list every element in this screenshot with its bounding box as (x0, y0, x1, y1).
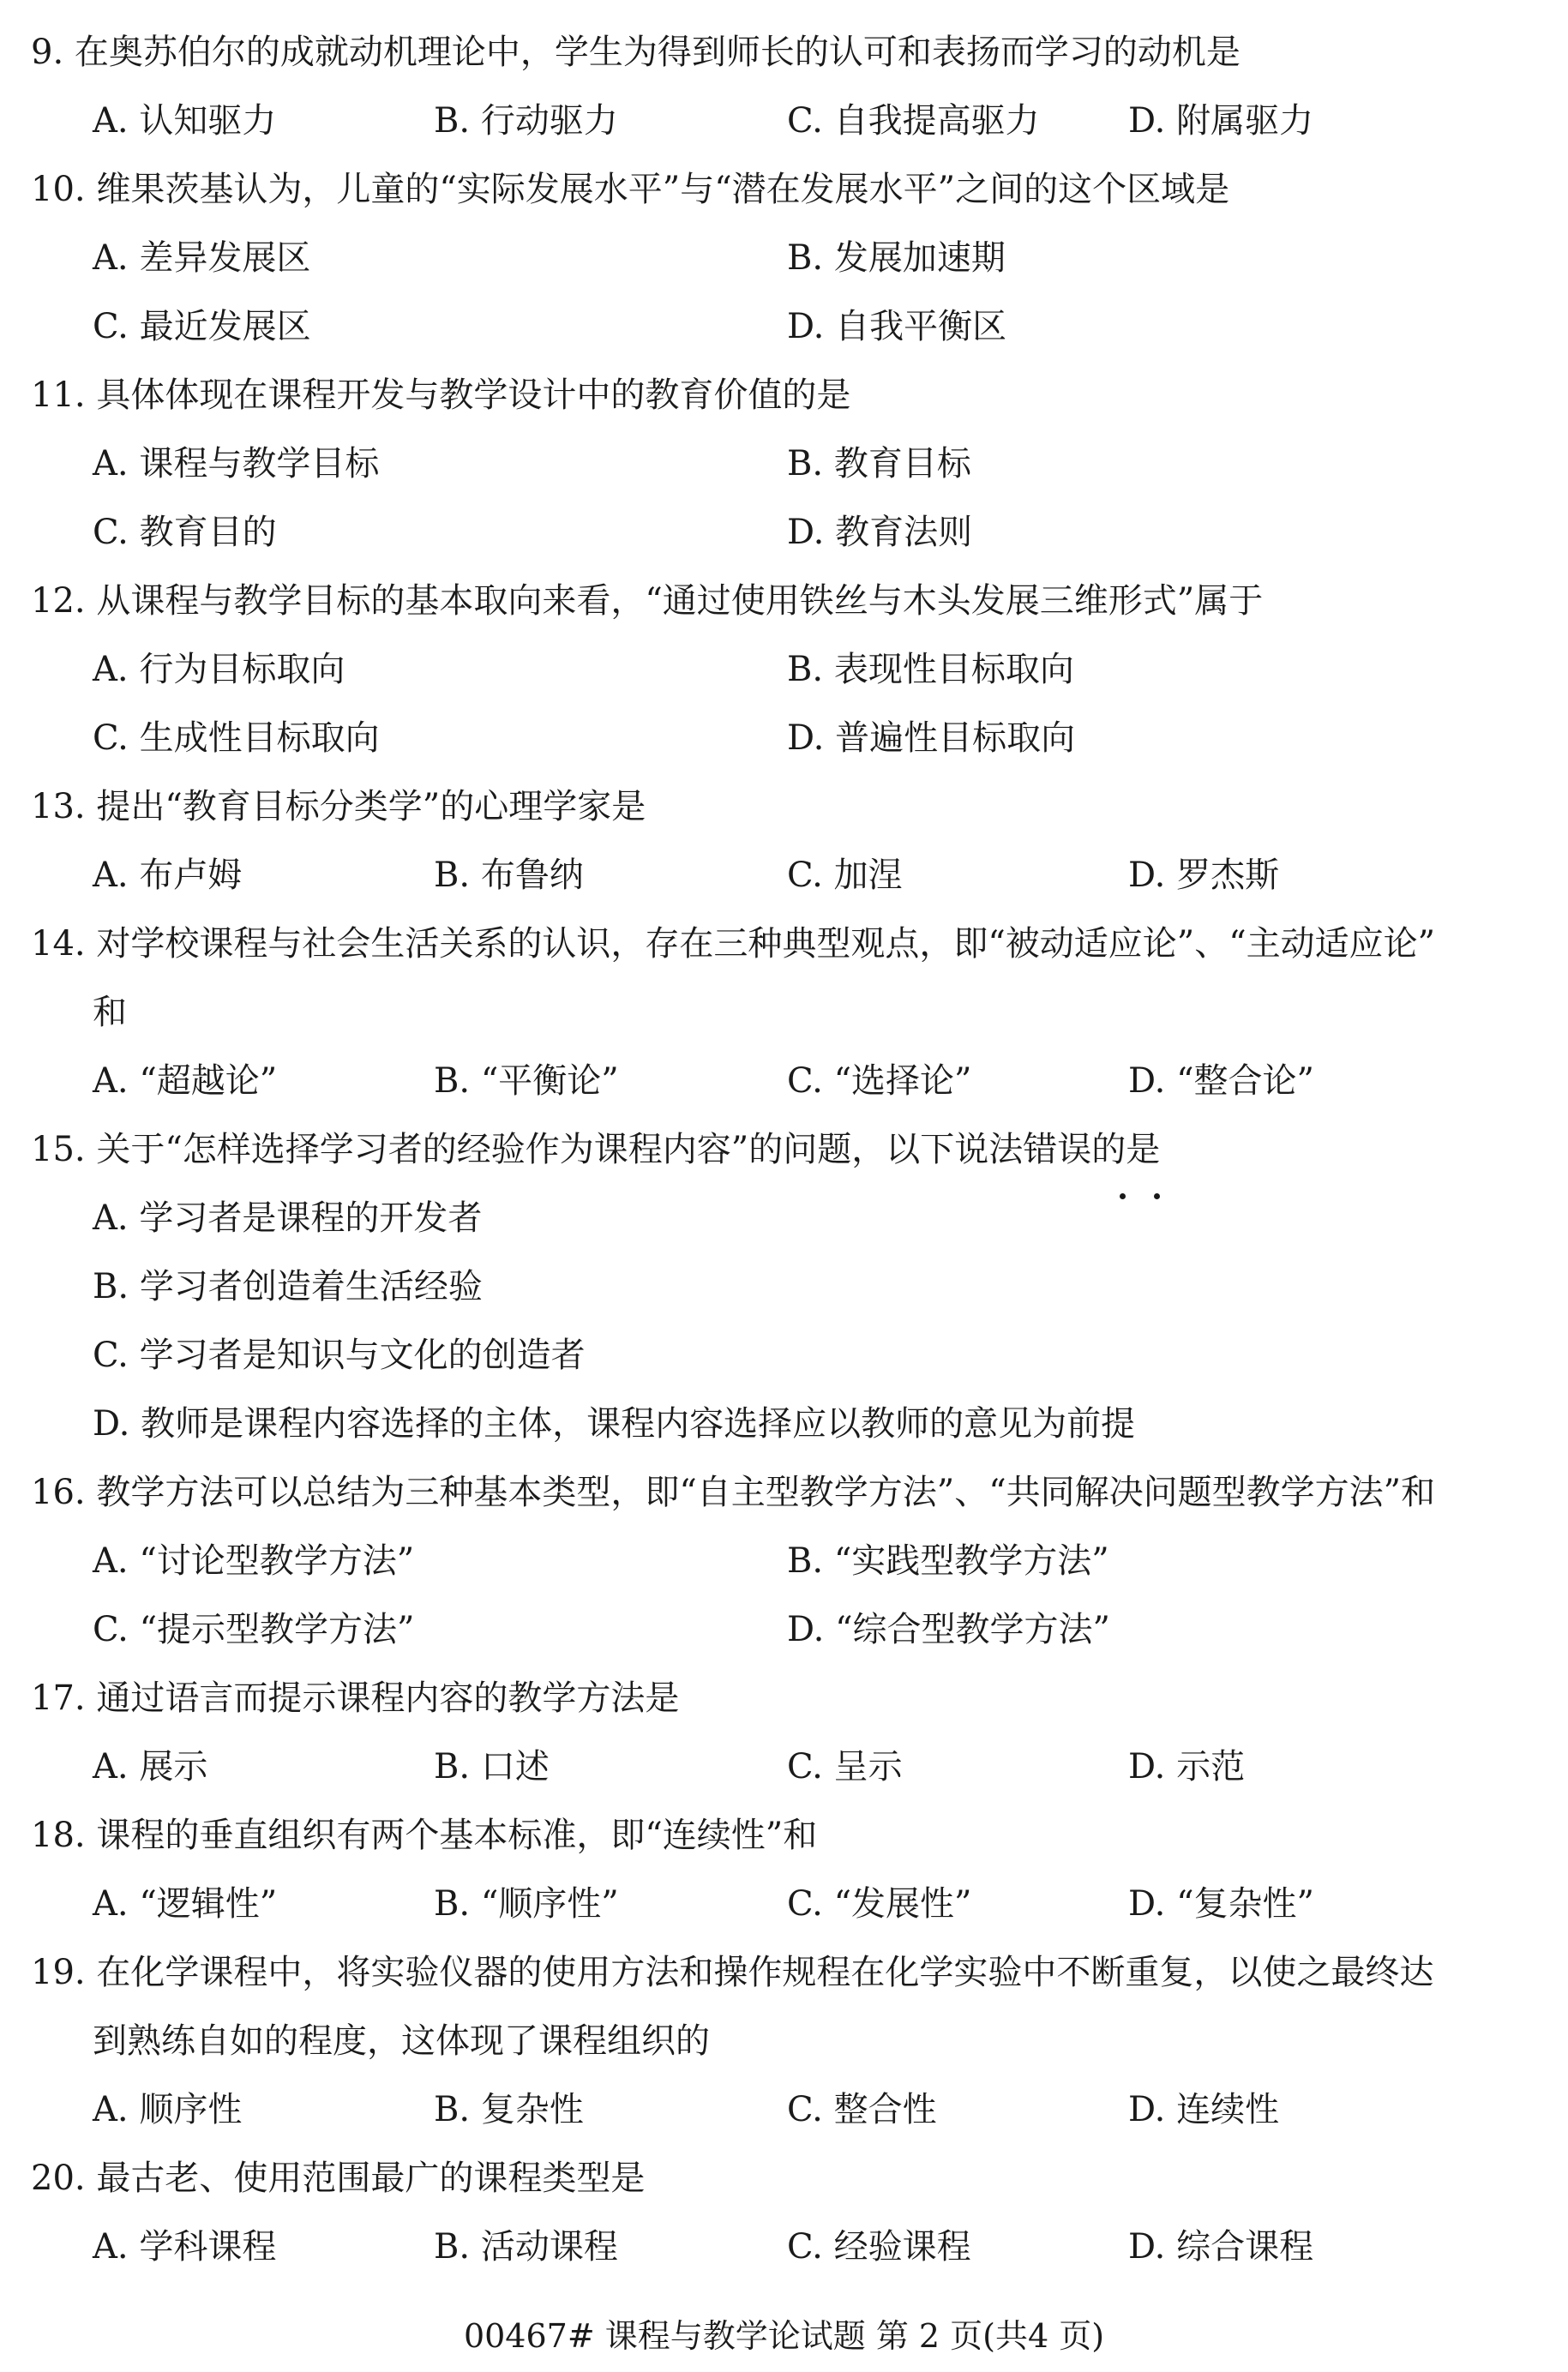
question-9-option-d: D. 附属驱力 (1128, 101, 1314, 141)
emphasis-dot (1120, 1193, 1126, 1199)
question-19-option-a: A. 顺序性 (93, 2090, 243, 2129)
question-20-option-d: D. 综合课程 (1128, 2227, 1314, 2267)
question-11-option-c: C. 教育目的 (93, 513, 277, 552)
question-12-stem: 12. 从课程与教学目标的基本取向来看，“通过使用铁丝与木头发展三维形式”属于 (31, 581, 1264, 621)
question-9-option-b: B. 行动驱力 (434, 101, 618, 141)
question-20-option-b: B. 活动课程 (434, 2227, 618, 2267)
question-14-stem-continued: 和 (93, 993, 127, 1032)
question-11-option-b: B. 教育目标 (787, 444, 971, 483)
question-9-option-a: A. 认知驱力 (93, 101, 277, 141)
question-20-option-c: C. 经验课程 (787, 2227, 971, 2267)
question-19-stem-continued: 到熟练自如的程度，这体现了课程组织的 (93, 2021, 710, 2061)
question-10-option-b: B. 发展加速期 (787, 238, 1006, 278)
question-9-option-c: C. 自我提高驱力 (787, 101, 1040, 141)
question-20-option-a: A. 学科课程 (93, 2227, 277, 2267)
question-13-option-a: A. 布卢姆 (93, 856, 243, 895)
question-10-option-a: A. 差异发展区 (93, 238, 311, 278)
question-18-option-c: C. “发展性” (787, 1884, 972, 1924)
question-14-option-b: B. “平衡论” (434, 1061, 619, 1101)
question-15-option-c: C. 学习者是知识与文化的创造者 (93, 1336, 586, 1375)
question-19-option-b: B. 复杂性 (434, 2090, 584, 2129)
question-13-option-b: B. 布鲁纳 (434, 856, 584, 895)
question-10-option-d: D. 自我平衡区 (787, 307, 1007, 346)
question-17-option-c: C. 呈示 (787, 1747, 903, 1787)
question-10-option-c: C. 最近发展区 (93, 307, 311, 346)
question-16-option-d: D. “综合型教学方法” (787, 1610, 1110, 1649)
question-13-option-d: D. 罗杰斯 (1128, 856, 1280, 895)
question-18-stem: 18. 课程的垂直组织有两个基本标准，即“连续性”和 (31, 1816, 818, 1855)
question-12-option-d: D. 普遍性目标取向 (787, 718, 1076, 758)
question-17-option-a: A. 展示 (93, 1747, 208, 1787)
question-13-option-c: C. 加涅 (787, 856, 903, 895)
question-16-stem: 16. 教学方法可以总结为三种基本类型，即“自主型教学方法”、“共同解决问题型教学方法”和 (31, 1473, 1436, 1512)
question-15-stem: 15. 关于“怎样选择学习者的经验作为课程内容”的问题，以下说法错误的是 (31, 1130, 1161, 1169)
question-12-option-a: A. 行为目标取向 (93, 650, 345, 689)
question-19-stem: 19. 在化学课程中，将实验仪器的使用方法和操作规程在化学实验中不断重复，以使之最终达 (31, 1953, 1434, 1992)
question-16-option-c: C. “提示型教学方法” (93, 1610, 415, 1649)
question-14-option-a: A. “超越论” (93, 1061, 278, 1101)
question-19-option-d: D. 连续性 (1128, 2090, 1280, 2129)
question-18-option-d: D. “复杂性” (1128, 1884, 1314, 1924)
page-footer: 00467# 课程与教学论试题 第 2 页(共4 页) (463, 2317, 1105, 2355)
question-17-option-d: D. 示范 (1128, 1747, 1246, 1787)
emphasis-dot (1154, 1193, 1160, 1199)
question-18-option-b: B. “顺序性” (434, 1884, 619, 1924)
question-18-option-a: A. “逻辑性” (93, 1884, 278, 1924)
question-16-option-b: B. “实践型教学方法” (787, 1541, 1109, 1581)
question-11-option-a: A. 课程与教学目标 (93, 444, 380, 483)
question-17-option-b: B. 口述 (434, 1747, 550, 1787)
question-15-option-d: D. 教师是课程内容选择的主体，课程内容选择应以教师的意见为前提 (93, 1404, 1136, 1444)
question-14-stem: 14. 对学校课程与社会生活关系的认识，存在三种典型观点，即“被动适应论”、“主动适应论” (31, 924, 1436, 964)
question-10-stem: 10. 维果茨基认为，儿童的“实际发展水平”与“潜在发展水平”之间的这个区域是 (31, 170, 1230, 209)
question-12-option-b: B. 表现性目标取向 (787, 650, 1074, 689)
emphasis-dots (1114, 1193, 1166, 1204)
question-15-option-a: A. 学习者是课程的开发者 (93, 1198, 483, 1238)
question-9-stem: 9. 在奥苏伯尔的成就动机理论中，学生为得到师长的认可和表扬而学习的动机是 (31, 33, 1241, 72)
question-19-option-c: C. 整合性 (787, 2090, 937, 2129)
question-14-option-c: C. “选择论” (787, 1061, 972, 1101)
question-20-stem: 20. 最古老、使用范围最广的课程类型是 (31, 2159, 646, 2198)
question-13-stem: 13. 提出“教育目标分类学”的心理学家是 (31, 787, 646, 826)
question-11-option-d: D. 教育法则 (787, 513, 973, 552)
question-15-option-b: B. 学习者创造着生活经验 (93, 1267, 483, 1306)
question-16-option-a: A. “讨论型教学方法” (93, 1541, 415, 1581)
question-14-option-d: D. “整合论” (1128, 1061, 1314, 1101)
question-17-stem: 17. 通过语言而提示课程内容的教学方法是 (31, 1678, 680, 1718)
question-12-option-c: C. 生成性目标取向 (93, 718, 380, 758)
question-11-stem: 11. 具体体现在课程开发与教学设计中的教育价值的是 (31, 375, 851, 415)
